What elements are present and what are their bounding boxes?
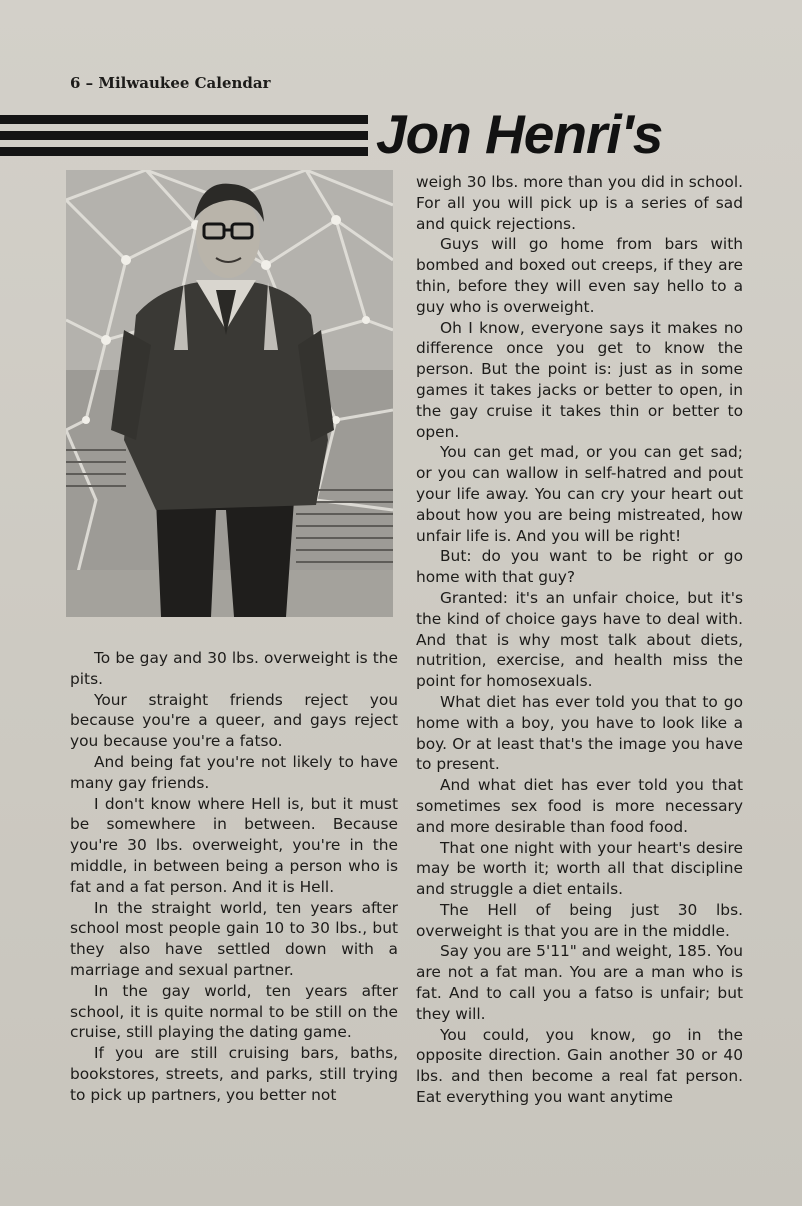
paragraph: Your straight friends reject you because you're a queer, and gays reject you because you're a fatso. — [70, 690, 398, 751]
stripe — [0, 131, 368, 140]
paragraph: weigh 30 lbs. more than you did in school. For all you will pick up is a series of sad and quick rejections. — [416, 173, 743, 233]
paragraph: Say you are 5'11" and weight, 185. You are not a fat man. You are a man who is fat. And to call you a fatso is unfair; but they will. — [416, 942, 743, 1023]
paragraph: In the gay world, ten years after school, it is quite normal to be still on the cruise, still playing the dating game. — [70, 981, 398, 1042]
paragraph: Guys will go home from bars with bombed and boxed out creeps, if they are thin, before they will even say hello to a guy who is overweight. — [416, 235, 743, 316]
column-title: Jon Henri's — [376, 103, 663, 165]
paragraph: You can get mad, or you can get sad; or you can wallow in self-hatred and pout your life away. You can cry your heart out about how you are being mistreated, how unfair life is. And you will be right! — [416, 443, 743, 545]
right-column — [416, 172, 743, 1108]
author-photo — [66, 170, 393, 617]
paragraph: And being fat you're not likely to have many gay friends. — [70, 752, 398, 792]
paragraph: You could, you know, go in the opposite direction. Gain another 30 or 40 lbs. and then become a real fat person. Eat everything you want anytime — [416, 1025, 743, 1107]
paragraph: In the straight world, ten years after school most people gain 10 to 30 lbs., but they also have settled down with a marriage and sexual partner. — [70, 898, 398, 979]
paragraph: To be gay and 30 lbs. overweight is the pits. — [70, 649, 398, 688]
paragraph: If you are still cruising bars, baths, bookstores, streets, and parks, still trying to pick up partners, you better not — [70, 1044, 398, 1104]
left-column — [70, 648, 398, 1106]
paragraph: Oh I know, everyone says it makes no difference once you get to know the person. But the point is: just as in some games it takes jacks or better to open, in the gay cruise it takes thin or better to open. — [416, 318, 743, 441]
stripe — [0, 115, 368, 124]
paragraph: The Hell of being just 30 lbs. overweight is that you are in the middle. — [416, 900, 743, 940]
paragraph: What diet has ever told you that to go home with a boy, you have to look like a boy. Or at least that's the image you have to present. — [416, 692, 743, 774]
paragraph: I don't know where Hell is, but it must be somewhere in between. Because you're 30 lbs. overweight, you're in the middle, in between being a person who is fat and a fat person. And it is Hell. — [70, 794, 398, 896]
paragraph: That one night with your heart's desire may be worth it; worth all that discipline and struggle a diet entails. — [416, 838, 743, 899]
page-header: 6 – Milwaukee Calendar — [70, 74, 271, 92]
title-stripes — [0, 112, 368, 160]
paragraph: Granted: it's an unfair choice, but it's the kind of choice gays have to deal with. And that is why most talk about diets, nutrition, exercise, and health miss the point for homosexuals. — [416, 588, 743, 691]
paragraph: And what diet has ever told you that sometimes sex food is more necessary and more desirable than food food. — [416, 776, 743, 836]
stripe — [0, 147, 368, 156]
paragraph: But: do you want to be right or go home with that guy? — [416, 547, 743, 587]
